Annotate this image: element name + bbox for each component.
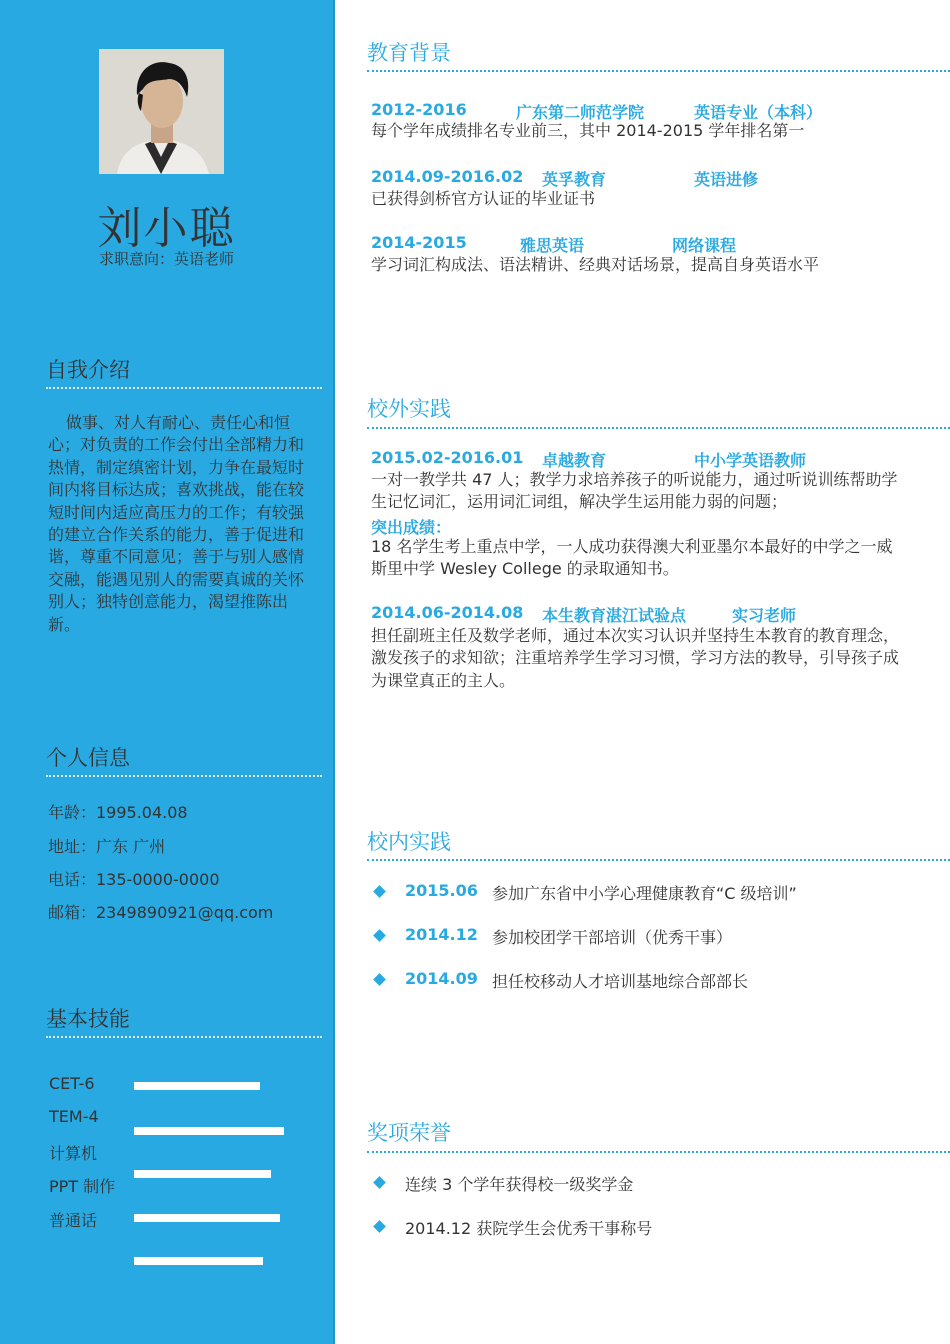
skill-bar: [134, 1127, 284, 1135]
info-divider: [46, 775, 322, 777]
skill-label: PPT 制作: [49, 1177, 116, 1196]
skills-divider: [46, 1036, 322, 1038]
internal-date: 2015.06: [405, 881, 478, 900]
education-divider: [367, 70, 950, 72]
ext-highlight-label: 突出成绩：: [371, 518, 452, 537]
candidate-name: 刘小聪: [97, 203, 236, 254]
ext-org: 本生教育湛江试验点: [542, 606, 687, 625]
external-divider: [367, 427, 950, 429]
intro-text: 做事、对人有耐心、责任心和恒心；对负责的工作会付出全部精力和热情，制定缜密计划，力争在最短时间内将目标达成；喜欢挑战，能在较短时间内适应高压力的工作；有较强的建立合作关系的能力，善于促进和谐，尊重不同意见；善于与别人感情交融，能遇见别人的需要真诚的关怀别人；独特创意能力，渴望推陈出新。: [48, 413, 305, 634]
internal-text: 参加广东省中小学心理健康教育“C 级培训”: [492, 884, 797, 903]
skill-bar: [134, 1257, 263, 1265]
edu-date: 2014.09-2016.02: [371, 167, 524, 186]
edu-date: 2014-2015: [371, 233, 467, 252]
diamond-bullet-icon: [373, 1176, 386, 1189]
internal-divider: [367, 859, 950, 861]
internal-date: 2014.12: [405, 925, 478, 944]
edu-org: 广东第二师范学院: [516, 103, 645, 122]
ext-role: 实习老师: [732, 606, 797, 625]
diamond-bullet-icon: [373, 885, 386, 898]
skill-bar: [134, 1170, 271, 1178]
ext-org: 卓越教育: [542, 451, 607, 470]
award-item: 2014.12 获院学生会优秀干事称号: [405, 1219, 653, 1238]
diamond-bullet-icon: [373, 929, 386, 942]
skill-label: CET-6: [49, 1074, 95, 1093]
info-email: 邮箱：2349890921@qq.com: [48, 903, 274, 922]
internal-heading: 校内实践: [367, 830, 451, 854]
skill-bar: [134, 1082, 260, 1090]
edu-role: 英语进修: [694, 170, 759, 189]
skills-heading: 基本技能: [46, 1007, 130, 1031]
edu-role: 网络课程: [672, 236, 737, 255]
internal-text: 参加校团学干部培训（优秀干事）: [492, 928, 733, 947]
intro-heading: 自我介绍: [46, 358, 130, 382]
ext-date: 2015.02-2016.01: [371, 448, 524, 467]
award-item: 连续 3 个学年获得校一级奖学金: [405, 1175, 634, 1194]
edu-org: 英孚教育: [542, 170, 607, 189]
skill-label: 普通话: [49, 1211, 98, 1230]
sidebar-edge: [333, 0, 335, 1344]
edu-desc: 每个学年成绩排名专业前三，其中 2014-2015 学年排名第一: [371, 121, 805, 140]
job-intent: 求职意向：英语老师: [98, 250, 234, 268]
skill-label: 计算机: [49, 1144, 98, 1163]
ext-date: 2014.06-2014.08: [371, 603, 524, 622]
edu-date: 2012-2016: [371, 100, 467, 119]
diamond-bullet-icon: [373, 973, 386, 986]
profile-photo: [99, 49, 224, 174]
diamond-bullet-icon: [373, 1220, 386, 1233]
info-address: 地址：广东 广州: [48, 837, 166, 856]
edu-desc: 已获得剑桥官方认证的毕业证书: [371, 189, 596, 208]
awards-divider: [367, 1151, 950, 1153]
education-heading: 教育背景: [367, 41, 451, 65]
info-age: 年龄：1995.04.08: [48, 803, 188, 822]
ext-desc: 担任副班主任及数学老师，通过本次实习认识并坚持生本教育的教育理念，激发孩子的求知欲；注重培养学生学习习惯，学习方法的教导，引导孩子成为课堂真正的主人。: [371, 626, 900, 690]
awards-heading: 奖项荣誉: [367, 1121, 451, 1145]
edu-org: 雅思英语: [520, 236, 585, 255]
skill-label: TEM-4: [49, 1107, 99, 1126]
internal-text: 担任校移动人才培训基地综合部部长: [492, 972, 749, 991]
edu-desc: 学习词汇构成法、语法精讲、经典对话场景，提高自身英语水平: [371, 255, 820, 274]
ext-highlight: 18 名学生考上重点中学，一人成功获得澳大利亚墨尔本最好的中学之一威斯里中学 Wesley College 的录取通知书。: [371, 537, 893, 579]
info-heading: 个人信息: [46, 746, 130, 770]
info-phone: 电话：135-0000-0000: [48, 870, 220, 889]
intro-divider: [46, 387, 322, 389]
external-heading: 校外实践: [367, 397, 451, 421]
internal-date: 2014.09: [405, 969, 478, 988]
ext-role: 中小学英语教师: [694, 451, 807, 470]
edu-role: 英语专业（本科）: [694, 103, 823, 122]
skill-bar: [134, 1214, 280, 1222]
ext-desc: 一对一教学共 47 人；教学力求培养孩子的听说能力，通过听说训练帮助学生记忆词汇，运用词汇词组，解决学生运用能力弱的问题；: [371, 470, 898, 512]
